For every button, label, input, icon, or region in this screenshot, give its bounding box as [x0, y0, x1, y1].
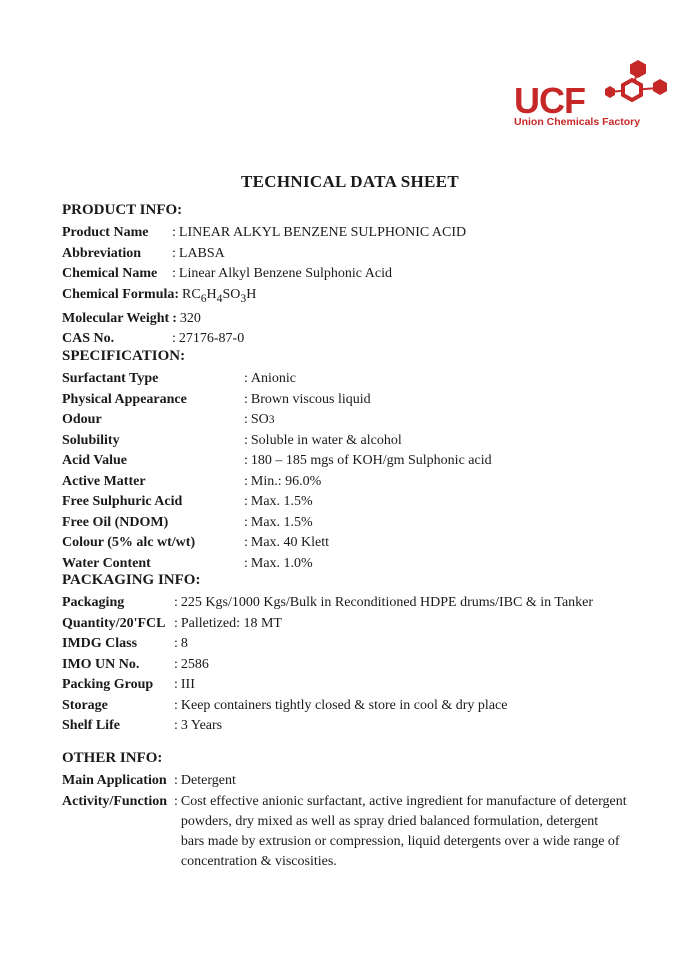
molecular-weight-value: 320 — [179, 310, 201, 326]
other-info-section — [62, 750, 627, 872]
product-info-section — [62, 202, 466, 350]
packaging-info-title: PACKAGING INFO: — [62, 572, 201, 588]
spec-row: Colour (5% alc wt/wt) : Max. 40 Klett — [62, 535, 330, 550]
spec-row: Odour : SO 3 — [62, 412, 275, 427]
abbreviation-value: LABSA — [178, 245, 225, 261]
packaging-info-section — [62, 572, 593, 737]
specification-section — [62, 348, 492, 574]
packaging-row: Packaging : 225 Kgs/1000 Kgs/Bulk in Reconditioned HDPE drums/IBC & in Tanker — [62, 595, 594, 610]
chemical-formula-value: $RC_6H_4SO_3H$ — [182, 286, 257, 305]
main-application-value: Detergent — [180, 773, 236, 788]
packaging-row: IMDG Class : 8 — [62, 636, 188, 651]
cas-value: 27176-87-0 — [178, 331, 245, 347]
activity-description: Cost effective anionic surfactant, active ingredient for manufacture of detergent powders, dry mixed as well as spray dried balanced formulation, detergent bars made by extrusion or compression, liquid detergents over a wide range of concentration & viscosities. — [180, 793, 627, 869]
packaging-row: Storage : Keep containers tightly closed & store in cool & dry place — [62, 697, 508, 713]
cas-row: CAS No. : 27176-87-0 — [62, 329, 466, 350]
spec-row: Water Content : Max. 1.0% — [62, 555, 313, 571]
activity-label: Activity/Function — [62, 793, 167, 809]
chemical-name-value: Linear Alkyl Benzene Sulphonic Acid — [178, 266, 392, 281]
packaging-row: IMO UN No. : 2586 — [62, 656, 209, 672]
product-name-value: LINEAR ALKYL BENZENE SULPHONIC ACID — [178, 225, 467, 240]
chemical-formula-label: Chemical Formula: — [62, 286, 180, 302]
spec-row: Active Matter : Min.: 96.0% — [62, 473, 322, 489]
logo-tagline: Union Chemicals Factory — [514, 116, 641, 128]
abbreviation-label: Abbreviation — [62, 245, 142, 261]
packaging-list — [62, 593, 593, 737]
spec-row: Free Oil (NDOM) : Max. 1.5% — [62, 514, 313, 530]
company-logo — [510, 58, 670, 132]
spec-row: Free Sulphuric Acid : Max. 1.5% — [62, 494, 313, 509]
activity-row: Activity/Function : Cost effective anionic surfactant, active ingredient for manufacture of detergent powders, dry mixed as well as spray dried balanced formulation, detergent bars made by extrusion or compression, liquid detergents over a wide range of concentration & viscosities. — [62, 792, 627, 872]
chemical-name-row: Chemical Name : Linear Alkyl Benzene Sulphonic Acid — [62, 264, 466, 285]
other-info-title: OTHER INFO: — [62, 750, 163, 766]
specification-list — [62, 369, 492, 574]
cas-label: CAS No. — [62, 331, 115, 347]
main-application-label: Main Application — [62, 773, 167, 788]
product-name-row: Product Name : LINEAR ALKYL BENZENE SULPHONIC ACID — [62, 223, 466, 244]
main-application-row: Main Application : Detergent — [62, 771, 627, 792]
document-title: TECHNICAL DATA SHEET — [241, 172, 459, 191]
hexagon-molecule-icon — [598, 58, 670, 114]
product-name-label: Product Name — [62, 225, 149, 240]
spec-row: Surfactant Type : Anionic — [62, 371, 296, 386]
spec-row: Acid Value : 180 – 185 mgs of KOH/gm Sulphonic acid — [62, 453, 492, 468]
product-info-title: PRODUCT INFO: — [62, 202, 183, 218]
specification-title: SPECIFICATION: — [62, 348, 186, 364]
chemical-formula-row — [62, 285, 466, 309]
chemical-name-label: Chemical Name — [62, 266, 158, 281]
molecular-weight-row: Molecular Weight : 320 — [62, 309, 466, 330]
packaging-row: Shelf Life : 3 Years — [62, 718, 223, 733]
spec-row: Physical Appearance : Brown viscous liquid — [62, 391, 371, 407]
molecular-weight-label: Molecular Weight — [62, 310, 170, 326]
packaging-row: Quantity/20'FCL : Palletized: 18 MT — [62, 615, 282, 631]
logo-letters: UCF — [514, 80, 585, 121]
packaging-row: Packing Group : III — [62, 677, 195, 692]
abbreviation-row: Abbreviation : LABSA — [62, 244, 466, 265]
spec-row: Solubility : Soluble in water & alcohol — [62, 432, 402, 448]
